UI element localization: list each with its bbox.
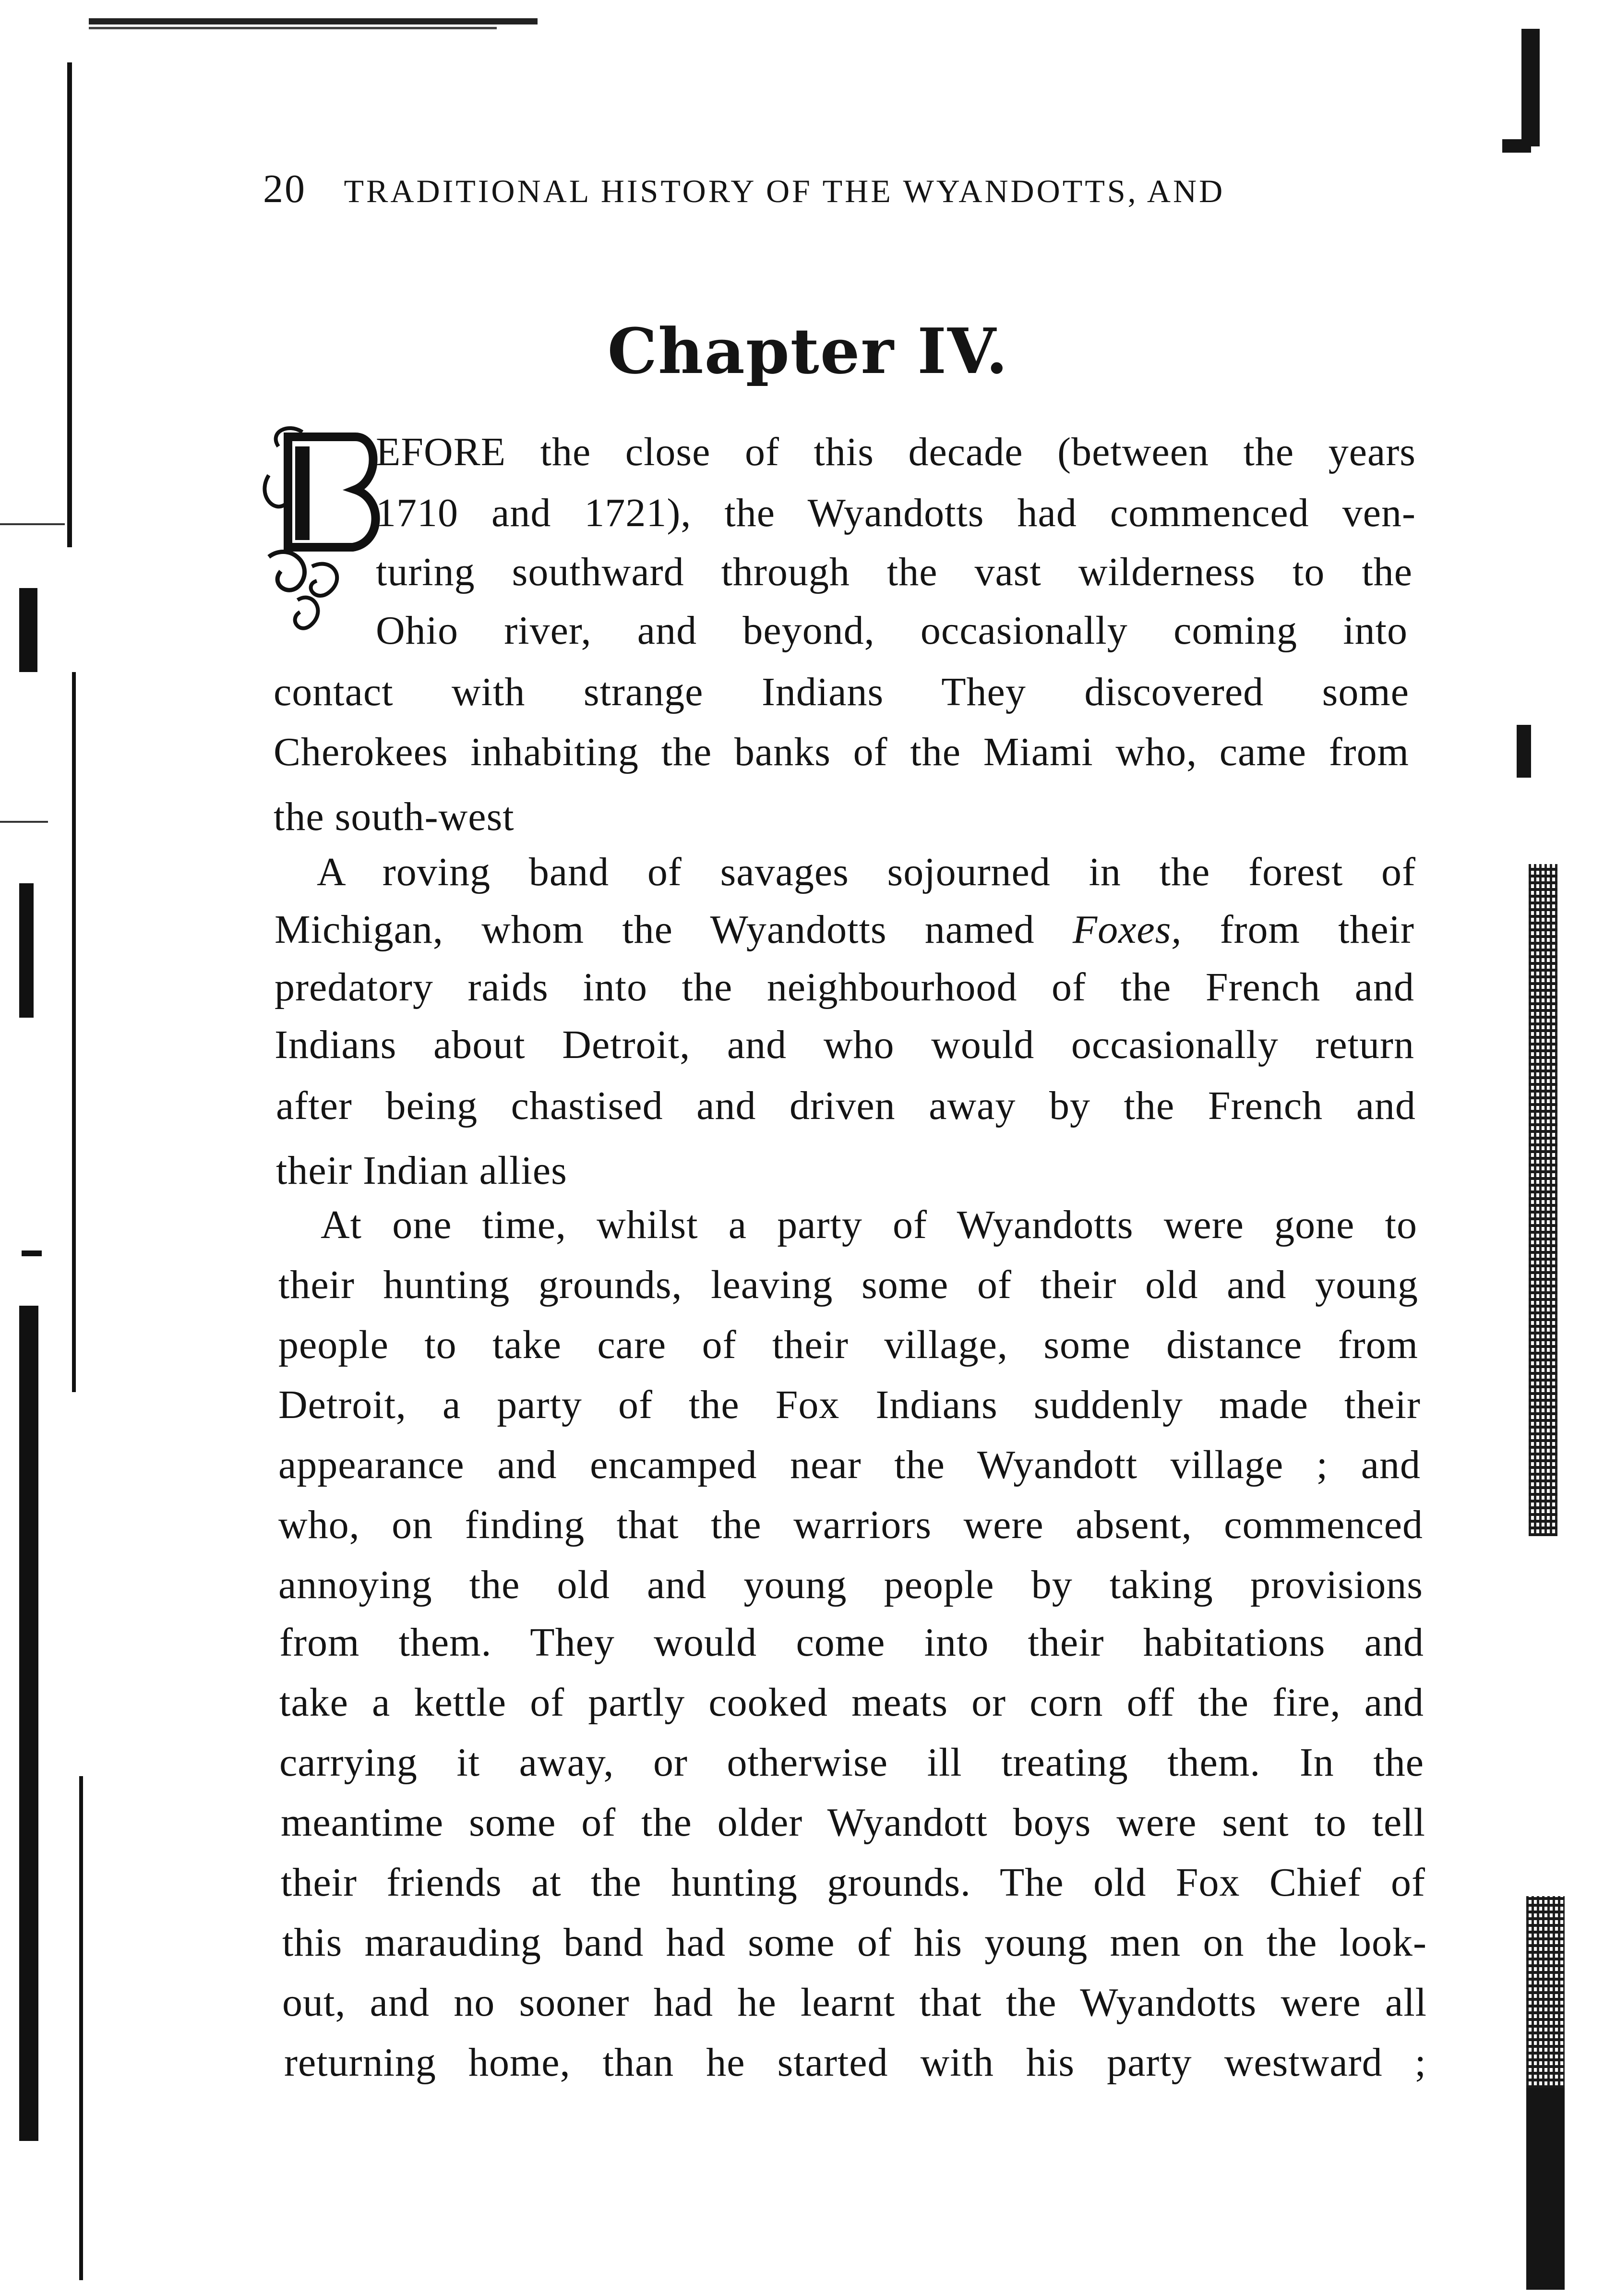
text-line: the south-west xyxy=(274,794,515,839)
scan-left-blob xyxy=(22,1250,42,1256)
text-line: annoying the old and young people by taking provisions xyxy=(278,1563,1423,1607)
scan-left-blob xyxy=(19,883,34,1018)
text-line: appearance and encamped near the Wyandott village ; and xyxy=(278,1443,1421,1487)
text-line: their Indian allies xyxy=(276,1148,567,1193)
text-line: their friends at the hunting grounds. The old Fox Chief of xyxy=(281,1860,1425,1905)
text-line: Cherokees inhabiting the banks of the Miami who, came from xyxy=(274,730,1409,774)
text-line: returning home, than he started with his party westward ; xyxy=(284,2040,1426,2085)
text-line: 1710 and 1721), the Wyandotts had commenced ven- xyxy=(376,491,1416,535)
text-line: meantime some of the older Wyandott boys were sent to tell xyxy=(281,1800,1425,1845)
scan-top-rule xyxy=(89,18,538,24)
scan-right-edge xyxy=(1502,139,1531,153)
text-line: At one time, whilst a party of Wyandotts were gone to xyxy=(321,1202,1417,1247)
chapter-title: Chapter IV. xyxy=(607,314,1009,388)
scan-left-blob xyxy=(19,588,37,672)
scan-right-noise xyxy=(1526,1896,1565,2088)
text-line: Detroit, a party of the Fox Indians suddenly made their xyxy=(278,1382,1421,1427)
text-line: turing southward through the vast wilderness to the xyxy=(376,550,1413,594)
text-line: people to take care of their village, some distance from xyxy=(278,1322,1418,1367)
scan-top-rule-thin xyxy=(89,27,497,29)
text-line: carrying it away, or otherwise ill treating them. In the xyxy=(279,1740,1424,1785)
text-line: out, and no sooner had he learnt that the Wyandotts were all xyxy=(282,1980,1427,2025)
scan-right-edge xyxy=(1517,725,1531,778)
scan-left-tick xyxy=(0,523,65,525)
text-line: this marauding band had some of his young men on the look- xyxy=(282,1920,1427,1965)
text-line: from them. They would come into their habitations and xyxy=(279,1620,1424,1665)
text-line: contact with strange Indians They discovered some xyxy=(274,670,1409,714)
running-head xyxy=(263,166,1319,212)
text-line: EFORE the close of this decade (between the years xyxy=(376,430,1416,474)
text-line: after being chastised and driven away by the French and xyxy=(276,1083,1416,1128)
italic-term: Foxes, xyxy=(1072,907,1182,952)
scan-right-edge xyxy=(1521,29,1540,146)
text-line: Ohio river, and beyond, occasionally coming into xyxy=(376,608,1408,653)
text-line: take a kettle of partly cooked meats or corn off the fire, and xyxy=(279,1680,1424,1725)
scan-left-tick xyxy=(0,821,48,823)
scan-left-edge xyxy=(67,62,72,547)
text-line: predatory raids into the neighbourhood of the French and xyxy=(275,965,1414,1010)
text-line: their hunting grounds, leaving some of their old and young xyxy=(278,1262,1418,1307)
scan-left-blob xyxy=(19,1306,38,2141)
scan-right-edge xyxy=(1526,2088,1565,2290)
scan-left-edge xyxy=(72,672,76,1392)
scan-right-noise xyxy=(1529,864,1557,1536)
scan-left-edge xyxy=(79,1776,83,2280)
text-line: who, on finding that the warriors were absent, commenced xyxy=(278,1503,1423,1547)
text-line: Indians about Detroit, and who would occasionally return xyxy=(275,1022,1414,1067)
dropcap-ornament-icon xyxy=(259,418,382,643)
text-line: Michigan, whom the Wyandotts named Foxes, from their xyxy=(275,907,1414,952)
ornamental-dropcap xyxy=(259,418,382,643)
running-title: TRADITIONAL HISTORY OF THE WYANDOTTS, AND xyxy=(344,173,1225,209)
page-number: 20 xyxy=(263,167,306,211)
text-line: A roving band of savages sojourned in the forest of xyxy=(317,850,1416,894)
